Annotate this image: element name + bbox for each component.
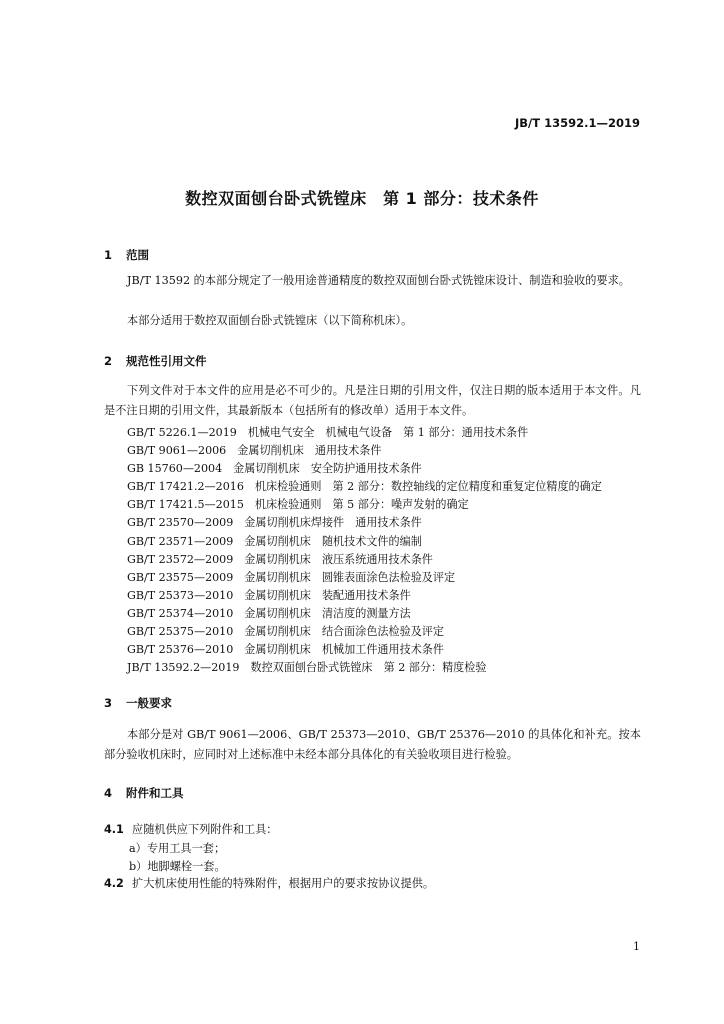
scope-paragraph-2: 本部分适用于数控双面刨台卧式铣镗床（以下简称机床）。: [127, 314, 413, 327]
reference-title: 金属切削机床 机械加工件通用技术条件: [244, 643, 444, 657]
clause-number: 4.1: [104, 823, 124, 836]
reference-title: 金属切削机床 结合面涂色法检验及评定: [244, 625, 444, 639]
reference-list: [127, 424, 602, 677]
clause-text: 扩大机床使用性能的特殊附件，根据用户的要求按协议提供。: [132, 877, 435, 890]
reference-title: 金属切削机床 随机技术文件的编制: [244, 534, 422, 548]
standard-number: JB/T 13592.1—2019: [515, 116, 640, 130]
document-title: 数控双面刨台卧式铣镗床 第 1 部分：技术条件: [185, 189, 539, 208]
reference-item: [127, 587, 602, 605]
clause-number: 4.2: [104, 877, 124, 890]
reference-code: GB/T 5226.1—2019: [127, 426, 237, 439]
section-title: 附件和工具: [126, 786, 184, 800]
section-number: 3: [104, 696, 113, 710]
reference-code: GB/T 23571—2009: [127, 534, 234, 548]
clause-4-1: [104, 821, 277, 837]
section-title: 一般要求: [126, 696, 172, 710]
reference-title: 数控双面刨台卧式铣镗床 第 2 部分：精度检验: [250, 661, 487, 675]
section-number: 1: [104, 248, 113, 262]
reference-code: GB/T 25373—2010: [127, 588, 234, 602]
reference-title: 机床检验通则 第 2 部分：数控轴线的定位精度和重复定位精度的确定: [254, 480, 602, 494]
section-4-heading: [104, 785, 184, 801]
reference-title: 金属切削机床 装配通用技术条件: [244, 588, 411, 602]
list-item-a: a）专用工具一套；: [129, 842, 226, 855]
section-title: 范围: [126, 248, 149, 262]
reference-code: GB/T 17421.5—2015: [127, 498, 244, 512]
clause-4-2: [104, 875, 434, 891]
reference-item: [127, 569, 602, 587]
reference-item: [127, 460, 602, 478]
reference-item: [127, 424, 602, 442]
reference-code: GB/T 25375—2010: [127, 625, 234, 639]
reference-code: GB/T 23575—2009: [127, 570, 234, 584]
reference-code: GB/T 25374—2010: [127, 606, 234, 620]
reference-title: 机械电气安全 机械电气设备 第 1 部分：通用技术条件: [247, 426, 529, 439]
section-number: 2: [104, 354, 113, 368]
reference-code: JB/T 13592.2—2019: [127, 661, 240, 675]
reference-title: 金属切削机床 安全防护通用技术条件: [233, 462, 422, 476]
reference-item: [127, 533, 602, 551]
reference-code: GB/T 23572—2009: [127, 552, 234, 566]
reference-code: GB 15760—2004: [127, 462, 223, 476]
reference-item: [127, 478, 602, 496]
reference-title: 金属切削机床 清洁度的测量方法: [244, 606, 411, 620]
reference-item: [127, 514, 602, 532]
reference-code: GB/T 23570—2009: [127, 516, 234, 530]
reference-item: [127, 442, 602, 460]
reference-item: [127, 641, 602, 659]
section-2-heading: [104, 353, 207, 369]
reference-item: [127, 659, 602, 677]
scope-paragraph-1: JB/T 13592 的本部分规定了一般用途普通精度的数控双面刨台卧式铣镗床设计、制造和验收的要求。: [127, 274, 630, 287]
reference-title: 金属切削机床 圆锥表面涂色法检验及评定: [244, 570, 456, 584]
reference-item: [127, 605, 602, 623]
reference-title: 机床检验通则 第 5 部分：噪声发射的确定: [254, 498, 469, 512]
reference-title: 金属切削机床焊接件 通用技术条件: [244, 516, 422, 530]
general-paragraph: 本部分是对 GB/T 9061—2006、GB/T 25373—2010、GB/T 25376—2010 的具体化和补充。按本部分验收机床时，应同时对上述标准中未经本部分具体化的有关验收项目进行检验。: [104, 728, 641, 761]
reference-item: [127, 623, 602, 641]
clause-text: 应随机供应下列附件和工具：: [132, 823, 278, 836]
section-title: 规范性引用文件: [126, 354, 207, 368]
list-item-b: b）地脚螺栓一套。: [129, 860, 226, 873]
section-1-heading: [104, 247, 149, 263]
reference-code: GB/T 25376—2010: [127, 643, 234, 657]
reference-item: [127, 496, 602, 514]
section-number: 4: [104, 786, 113, 800]
reference-title: 金属切削机床 液压系统通用技术条件: [244, 552, 433, 566]
reference-code: GB/T 9061—2006: [127, 444, 227, 458]
reference-title: 金属切削机床 通用技术条件: [237, 444, 382, 458]
section-3-heading: [104, 695, 172, 711]
reference-code: GB/T 17421.2—2016: [127, 480, 244, 494]
reference-item: [127, 551, 602, 569]
references-intro: 下列文件对于本文件的应用是必不可少的。凡是注日期的引用文件，仅注日期的版本适用于本文件。凡是不注日期的引用文件，其最新版本（包括所有的修改单）适用于本文件。: [104, 384, 641, 417]
page-number: 1: [633, 940, 640, 953]
